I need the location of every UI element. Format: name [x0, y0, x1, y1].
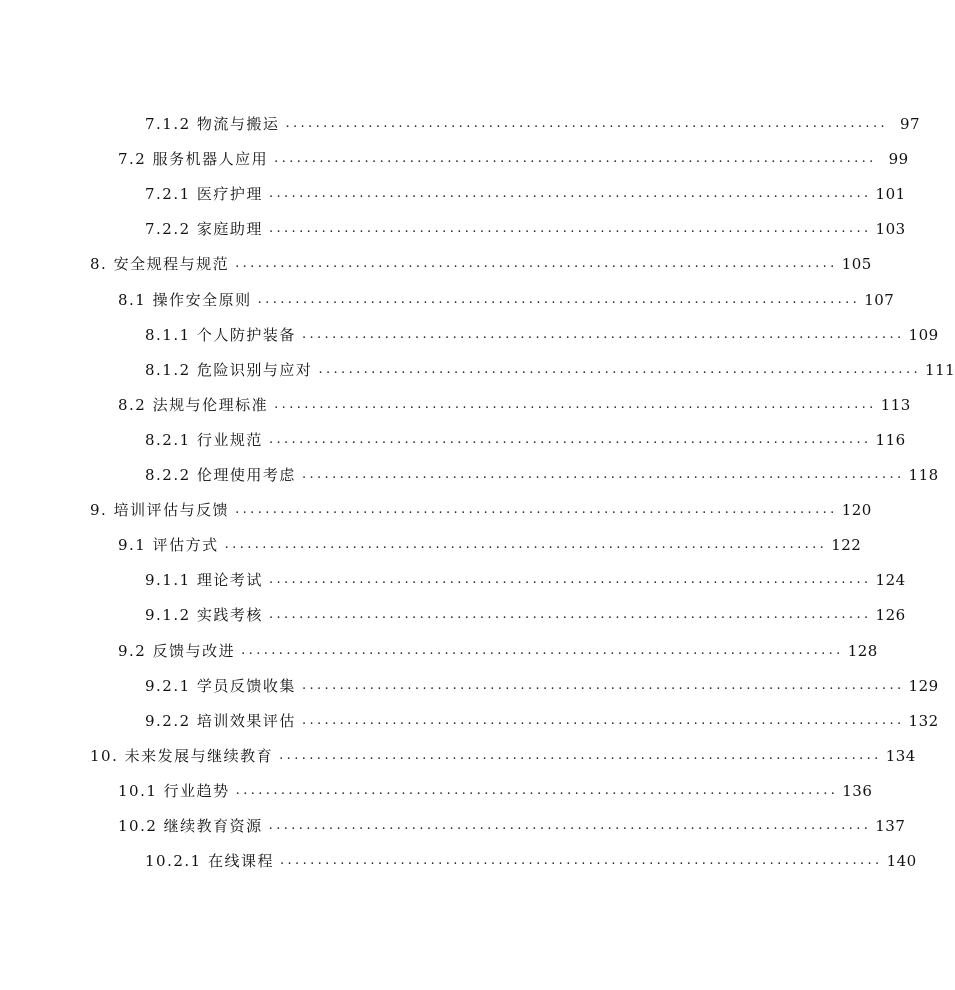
toc-page-number: 120 [841, 501, 872, 520]
toc-dot-leader: ................................................................................ [274, 396, 877, 412]
toc-dot-leader: ................................................................................ [268, 221, 872, 237]
toc-entry-title: 10.2 继续教育资源 [118, 817, 263, 835]
toc-entry[interactable] [145, 216, 906, 242]
toc-entry[interactable] [118, 778, 873, 804]
toc-dot-leader: ................................................................................ [268, 572, 872, 588]
toc-dot-leader: ................................................................................ [318, 361, 922, 377]
toc-dot-leader: ................................................................................ [268, 431, 872, 447]
toc-page-number: 132 [908, 711, 939, 730]
toc-entry-title: 8.1 操作安全原则 [118, 290, 252, 309]
toc-entry[interactable] [145, 111, 921, 137]
toc-page-number: 99 [888, 150, 909, 169]
toc-dot-leader: ................................................................................ [301, 467, 905, 482]
toc-entry[interactable] [118, 638, 878, 664]
toc-entry[interactable] [118, 392, 911, 418]
toc-entry[interactable] [145, 427, 906, 453]
toc-entry-title: 9.1.1 理论考试 [145, 571, 263, 590]
toc-entry-title: 8.2.2 伦理使用考虑 [145, 466, 296, 484]
toc-page-number: 124 [875, 571, 906, 590]
toc-entry-title: 7.2 服务机器人应用 [118, 150, 269, 169]
toc-dot-leader: ................................................................................ [235, 782, 839, 798]
toc-entry[interactable] [118, 287, 895, 313]
toc-entry[interactable] [145, 357, 955, 383]
toc-page-number: 134 [885, 746, 916, 765]
toc-page-number: 97 [899, 115, 921, 133]
toc-entry-title: 8.2 法规与伦理标准 [118, 395, 269, 414]
toc-dot-leader: ................................................................................ [268, 607, 872, 623]
toc-page-number: 128 [847, 641, 878, 660]
toc-entry[interactable] [145, 848, 917, 874]
toc-dot-leader: ................................................................................ [279, 747, 882, 763]
toc-entry-title: 9.2 反馈与改进 [118, 641, 236, 660]
toc-entry-title: 7.2.2 家庭助理 [145, 220, 263, 239]
toc-page-number: 105 [841, 255, 872, 274]
toc-dot-leader: ................................................................................ [274, 151, 877, 167]
toc-page-number: 140 [886, 852, 917, 871]
toc-entry-title: 8. 安全规程与规范 [90, 255, 230, 274]
toc-entry[interactable] [118, 146, 909, 172]
toc-entry-title: 9. 培训评估与反馈 [90, 501, 230, 520]
toc-page-number: 109 [908, 325, 939, 344]
toc-entry-title: 9.2.1 学员反馈收集 [145, 676, 296, 695]
toc-dot-leader: ................................................................................ [301, 712, 905, 728]
toc-entry[interactable] [145, 322, 939, 348]
toc-entry-title: 8.1.1 个人防护装备 [145, 325, 296, 344]
toc-dot-leader: ................................................................................ [285, 116, 889, 131]
toc-entry-title: 10.1 行业趋势 [118, 781, 230, 800]
toc-page-number: 113 [880, 395, 911, 414]
toc-page-number: 122 [831, 536, 862, 555]
toc-page-number: 137 [875, 817, 906, 835]
toc-page-number: 116 [875, 430, 906, 449]
toc-entry[interactable] [90, 251, 872, 277]
toc-entry-title: 10.2.1 在线课程 [145, 852, 274, 871]
toc-entry[interactable] [145, 708, 939, 734]
toc-entry-title: 7.2.1 医疗护理 [145, 185, 263, 204]
toc-page-number: 101 [875, 185, 906, 204]
toc-dot-leader: ................................................................................ [235, 256, 838, 272]
toc-entry[interactable] [118, 813, 906, 839]
toc-entry-title: 9.1.2 实践考核 [145, 606, 263, 625]
toc-page-number: 111 [925, 360, 955, 379]
toc-entry[interactable] [90, 743, 916, 769]
toc-entry-title: 9.2.2 培训效果评估 [145, 711, 296, 730]
toc-dot-leader: ................................................................................ [241, 642, 844, 658]
toc-dot-leader: ................................................................................ [268, 818, 872, 833]
toc-page-number: 118 [908, 466, 939, 484]
toc-entry-title: 8.2.1 行业规范 [145, 430, 263, 449]
toc-dot-leader: ................................................................................ [301, 326, 905, 342]
toc-page-number: 103 [875, 220, 906, 239]
toc-dot-leader: ................................................................................ [268, 186, 872, 202]
toc-entry-title: 7.1.2 物流与搬运 [145, 115, 280, 133]
toc-entry[interactable] [145, 462, 939, 488]
toc-page-number: 136 [842, 781, 873, 800]
toc-dot-leader: ................................................................................ [235, 502, 838, 518]
toc-entry-title: 8.1.2 危险识别与应对 [145, 360, 313, 379]
toc-dot-leader: ................................................................................ [224, 537, 828, 553]
toc-entry[interactable] [145, 181, 906, 207]
toc-entry[interactable] [145, 602, 906, 628]
toc-entry[interactable] [145, 567, 906, 593]
toc-dot-leader: ................................................................................ [279, 853, 883, 869]
toc-entry-title: 9.1 评估方式 [118, 536, 219, 555]
toc-entry[interactable] [118, 532, 862, 558]
toc-page-number: 129 [908, 676, 939, 695]
toc-entry-title: 10. 未来发展与继续教育 [90, 746, 274, 765]
toc-dot-leader: ................................................................................ [301, 677, 905, 693]
toc-page-number: 126 [875, 606, 906, 625]
toc-entry[interactable] [90, 497, 872, 523]
toc-page-number: 107 [864, 290, 895, 309]
toc-dot-leader: ................................................................................ [257, 291, 861, 307]
toc-entry[interactable] [145, 673, 939, 699]
